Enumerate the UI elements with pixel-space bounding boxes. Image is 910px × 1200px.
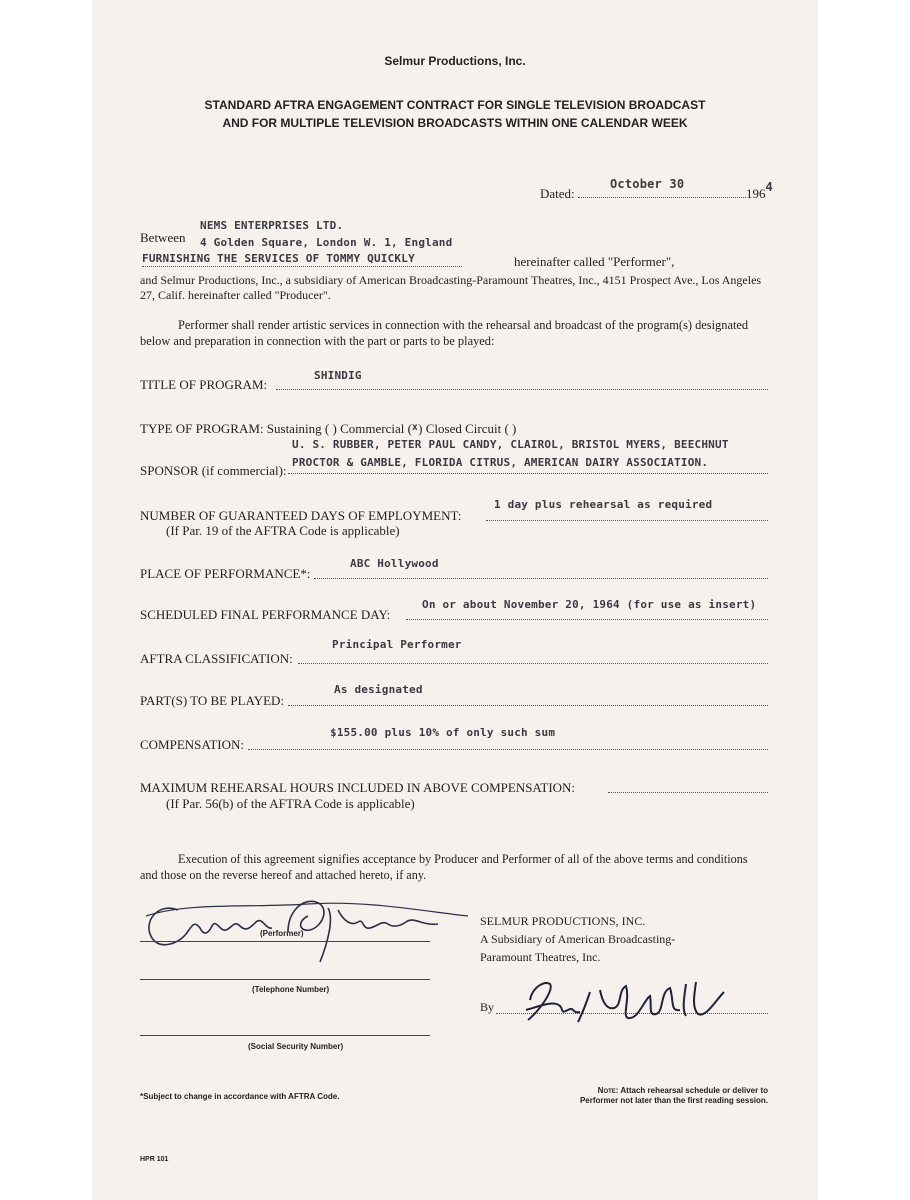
performer-address: 4 Golden Square, London W. 1, England bbox=[200, 236, 453, 249]
sponsor-value-line2: PROCTOR & GAMBLE, FLORIDA CITRUS, AMERICAN DAIRY ASSOCIATION. bbox=[292, 456, 709, 469]
performer-company: NEMS ENTERPRISES LTD. bbox=[200, 219, 344, 232]
note-label: Note: bbox=[597, 1086, 619, 1095]
subject-note: *Subject to change in accordance with AFTRA Code. bbox=[140, 1092, 340, 1101]
compensation-line bbox=[248, 748, 768, 750]
parts-line bbox=[288, 704, 768, 706]
type-of-program-label: TYPE OF PROGRAM: Sustaining ( ) Commercial ( bbox=[140, 421, 412, 436]
performer-services: FURNISHING THE SERVICES OF TOMMY QUICKLY bbox=[142, 252, 415, 265]
telephone-caption: (Telephone Number) bbox=[252, 985, 330, 994]
compensation-value: $155.00 plus 10% of only such sum bbox=[330, 726, 556, 739]
producer-signature bbox=[510, 970, 760, 1030]
sponsor-label: SPONSOR (if commercial): bbox=[140, 463, 287, 478]
dated-line bbox=[578, 196, 746, 198]
type-of-program bbox=[140, 421, 516, 437]
aftra-classification-label: AFTRA CLASSIFICATION: bbox=[140, 651, 293, 666]
title-of-program-value: SHINDIG bbox=[314, 369, 362, 382]
dated-year-suffix: 4 bbox=[765, 180, 773, 194]
producer-subsidiary-line2: Paramount Theatres, Inc. bbox=[480, 950, 601, 964]
place-of-performance-value: ABC Hollywood bbox=[350, 557, 439, 570]
rehearsal-note bbox=[578, 1086, 768, 1106]
sponsor-value-line1: U. S. RUBBER, PETER PAUL CANDY, CLAIROL, BRISTOL MYERS, BEECHNUT bbox=[292, 438, 729, 451]
rehearsal-hours-note: (If Par. 56(b) of the AFTRA Code is applicable) bbox=[166, 796, 415, 811]
by-label: By bbox=[480, 1000, 495, 1014]
parts-label: PART(S) TO BE PLAYED: bbox=[140, 693, 285, 708]
title-of-program-label: TITLE OF PROGRAM: bbox=[140, 377, 268, 392]
telephone-line bbox=[140, 978, 430, 980]
between-label: Between bbox=[140, 230, 186, 245]
note-line1-text: Attach rehearsal schedule or deliver to bbox=[620, 1086, 768, 1095]
compensation-label: COMPENSATION: bbox=[140, 737, 245, 752]
form-code: HPR 101 bbox=[140, 1156, 169, 1163]
producer-name: SELMUR PRODUCTIONS, INC. bbox=[480, 914, 646, 928]
ssn-line bbox=[140, 1034, 430, 1036]
aftra-classification-value: Principal Performer bbox=[332, 638, 462, 651]
place-line bbox=[314, 577, 768, 579]
parts-value: As designated bbox=[334, 683, 423, 696]
execution-line2: and those on the reverse hereof and attached hereto, if any. bbox=[140, 868, 427, 882]
sponsor-line bbox=[288, 472, 768, 474]
title-line bbox=[276, 388, 768, 390]
dated-year-prefix: 196 bbox=[746, 186, 766, 201]
rehearsal-note-line2: Performer not later than the first reading session. bbox=[579, 1096, 768, 1105]
classification-line bbox=[298, 662, 768, 664]
ssn-caption: (Social Security Number) bbox=[248, 1042, 344, 1051]
guaranteed-days-label: NUMBER OF GUARANTEED DAYS OF EMPLOYMENT: bbox=[140, 508, 462, 523]
dated-year bbox=[746, 180, 773, 202]
contract-page bbox=[92, 0, 818, 1200]
guaranteed-days-note: (If Par. 19 of the AFTRA Code is applicable) bbox=[166, 523, 400, 538]
performer-caption: (Performer) bbox=[260, 929, 304, 938]
guaranteed-days-value: 1 day plus rehearsal as required bbox=[494, 498, 713, 511]
producer-line2: 27, Calif. hereinafter called "Producer". bbox=[140, 288, 331, 302]
producer-subsidiary-line1: A Subsidiary of American Broadcasting- bbox=[480, 932, 676, 946]
producer-line1: and Selmur Productions, Inc., a subsidiary of American Broadcasting-Paramount Theatres, Inc., 4151 Prospect Ave., Los Angeles bbox=[140, 273, 762, 287]
contract-title-line1: STANDARD AFTRA ENGAGEMENT CONTRACT FOR SINGLE TELEVISION BROADCAST bbox=[204, 98, 706, 112]
intro-line1: Performer shall render artistic services in connection with the rehearsal and broadcast of the program(s) designated bbox=[178, 318, 749, 332]
commercial-mark: x bbox=[411, 422, 419, 433]
performer-line bbox=[142, 265, 462, 267]
execution-line1: Execution of this agreement signifies acceptance by Producer and Performer of all of the above terms and conditions bbox=[178, 852, 748, 866]
performer-signature-line bbox=[140, 940, 430, 942]
performer-signature bbox=[138, 882, 478, 968]
company-name: Selmur Productions, Inc. bbox=[384, 54, 526, 68]
contract-title-line2: AND FOR MULTIPLE TELEVISION BROADCASTS WITHIN ONE CALENDAR WEEK bbox=[222, 116, 688, 130]
dated-value: October 30 bbox=[610, 177, 685, 191]
hereinafter-performer: hereinafter called "Performer", bbox=[514, 254, 675, 269]
guaranteed-days-line bbox=[486, 519, 768, 521]
final-performance-line bbox=[406, 618, 768, 620]
place-of-performance-label: PLACE OF PERFORMANCE*: bbox=[140, 566, 311, 581]
type-of-program-rest: ) Closed Circuit ( ) bbox=[418, 421, 517, 436]
rehearsal-note-line1 bbox=[578, 1086, 768, 1096]
final-performance-value: On or about November 20, 1964 (for use as insert) bbox=[422, 598, 757, 611]
dated-label: Dated: bbox=[540, 186, 575, 201]
intro-line2: below and preparation in connection with the part or parts to be played: bbox=[140, 334, 495, 348]
final-performance-label: SCHEDULED FINAL PERFORMANCE DAY: bbox=[140, 607, 391, 622]
rehearsal-line bbox=[608, 791, 768, 793]
rehearsal-hours-label: MAXIMUM REHEARSAL HOURS INCLUDED IN ABOVE COMPENSATION: bbox=[140, 780, 576, 795]
